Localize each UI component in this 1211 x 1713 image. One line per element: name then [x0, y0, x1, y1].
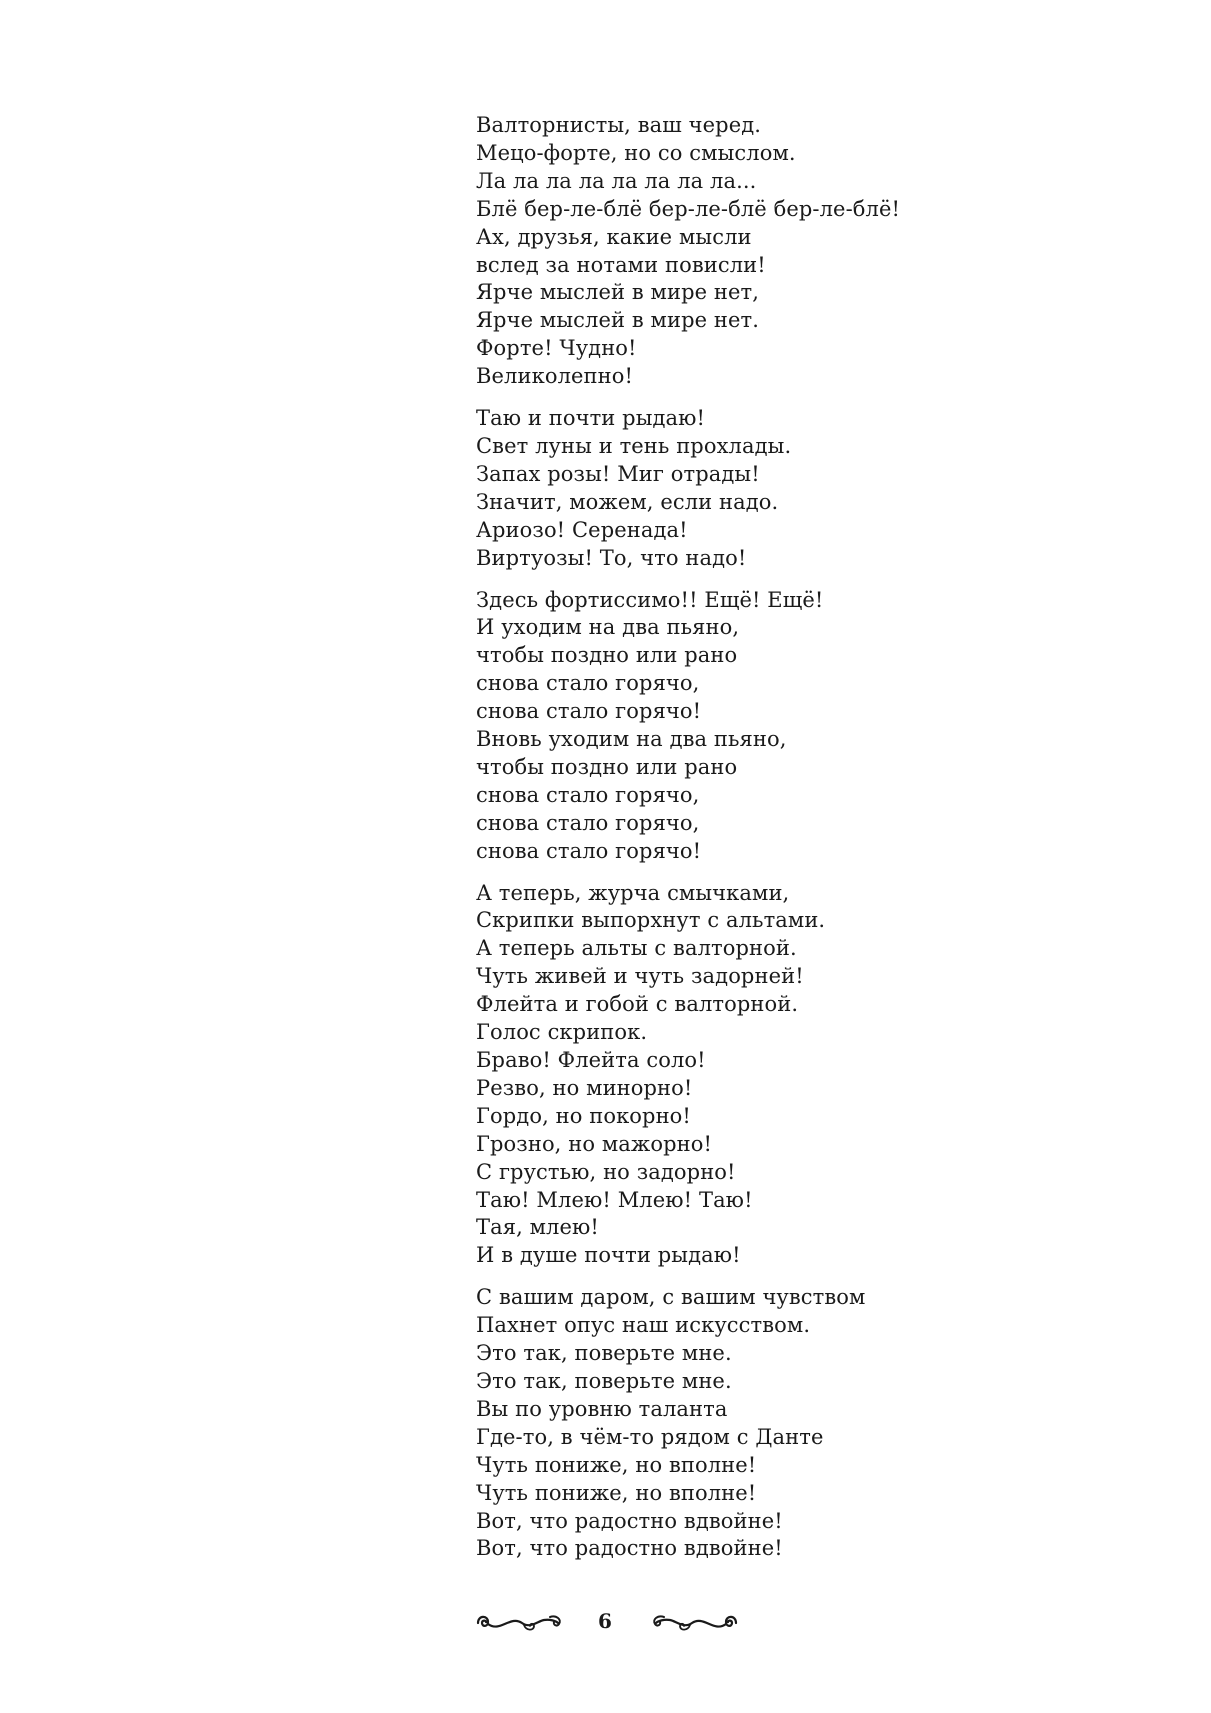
- poem-line: С вашим даром, с вашим чувством: [476, 1285, 866, 1310]
- poem-line: чтобы поздно или рано: [476, 643, 738, 668]
- stanza: [476, 1284, 1176, 1563]
- poem-line: А теперь, журча смычками,: [476, 880, 790, 905]
- flourish-right-icon: [650, 1611, 740, 1635]
- poem-line: И в душе почти рыдаю!: [476, 1243, 741, 1268]
- poem-line: Где-то, в чём-то рядом с Данте: [476, 1424, 824, 1449]
- poem-line: снова стало горячо!: [476, 699, 702, 724]
- poem-line: Это так, поверьте мне.: [476, 1368, 732, 1393]
- poem-line: А теперь альты с валторной.: [476, 936, 797, 961]
- poem-line: Значит, можем, если надо.: [476, 489, 779, 514]
- stanza: [476, 587, 1176, 866]
- poem-line: Свет луны и тень прохлады.: [476, 433, 792, 458]
- poem-line: Чуть живей и чуть задорней!: [476, 964, 804, 989]
- poem-line: Валторнисты, ваш черед.: [476, 113, 762, 137]
- poem-line: снова стало горячо,: [476, 810, 700, 835]
- poem-line: снова стало горячо!: [476, 838, 702, 863]
- poem-line: Ах, друзья, какие мысли: [476, 224, 752, 249]
- poem-line: Грозно, но мажорно!: [476, 1131, 712, 1156]
- poem-line: С грустью, но задорно!: [476, 1159, 736, 1184]
- poem-line: Вы по уровню таланта: [476, 1396, 728, 1421]
- poem-line: Блё бер-ле-блё бер-ле-блё бер-ле-блё!: [476, 196, 901, 221]
- poem-line: снова стало горячо,: [476, 671, 700, 696]
- page-number: 6: [598, 1609, 612, 1633]
- poem-line: Гордо, но покорно!: [476, 1103, 691, 1128]
- poem-line: Вот, что радостно вдвойне!: [476, 1508, 783, 1533]
- poem-line: Форте! Чудно!: [476, 336, 637, 361]
- poem-line: чтобы поздно или рано: [476, 754, 738, 779]
- poem-line: Запах розы! Миг отрады!: [476, 461, 760, 486]
- poem-line: Чуть пониже, но вполне!: [476, 1480, 757, 1505]
- poem-line: Ярче мыслей в мире нет,: [476, 280, 760, 305]
- poem-text: [476, 112, 1176, 1577]
- stanza: [476, 880, 1176, 1271]
- poem-line: Ярче мыслей в мире нет.: [476, 308, 760, 333]
- poem-line: Скрипки выпорхнут с альтами.: [476, 908, 826, 933]
- poem-line: Виртуозы! То, что надо!: [476, 545, 747, 570]
- poem-line: Вот, что радостно вдвойне!: [476, 1536, 783, 1561]
- flourish-left-icon: [474, 1611, 564, 1635]
- poem-line: Таю! Млею! Млею! Таю!: [476, 1187, 753, 1212]
- poem-line: Это так, поверьте мне.: [476, 1341, 732, 1366]
- poem-line: снова стало горячо,: [476, 782, 700, 807]
- poem-line: Браво! Флейта соло!: [476, 1048, 706, 1072]
- poem-line: И уходим на два пьяно,: [476, 615, 740, 640]
- poem-line: Великолепно!: [476, 364, 634, 389]
- stanza: [476, 405, 1176, 572]
- poem-line: Пахнет опус наш искусством.: [476, 1313, 811, 1338]
- poem-line: Резво, но минорно!: [476, 1075, 693, 1100]
- poem-line: Ла ла ла ла ла ла ла ла...: [476, 168, 757, 193]
- poem-line: Здесь фортиссимо!! Ещё! Ещё!: [476, 587, 824, 612]
- poem-line: Голос скрипок.: [476, 1020, 648, 1045]
- poem-line: Флейта и гобой с валторной.: [476, 992, 799, 1017]
- poem-line: Таю и почти рыдаю!: [476, 406, 706, 431]
- poem-line: Вновь уходим на два пьяно,: [476, 727, 787, 752]
- poem-line: Чуть пониже, но вполне!: [476, 1452, 757, 1477]
- poem-line: Ариозо! Серенада!: [476, 517, 688, 542]
- poem-line: Тая, млею!: [476, 1215, 599, 1240]
- poem-line: Мецо-форте, но со смыслом.: [476, 140, 796, 165]
- poem-line: вслед за нотами повисли!: [476, 252, 766, 277]
- stanza: [476, 112, 1176, 391]
- page-footer: [0, 1603, 1211, 1643]
